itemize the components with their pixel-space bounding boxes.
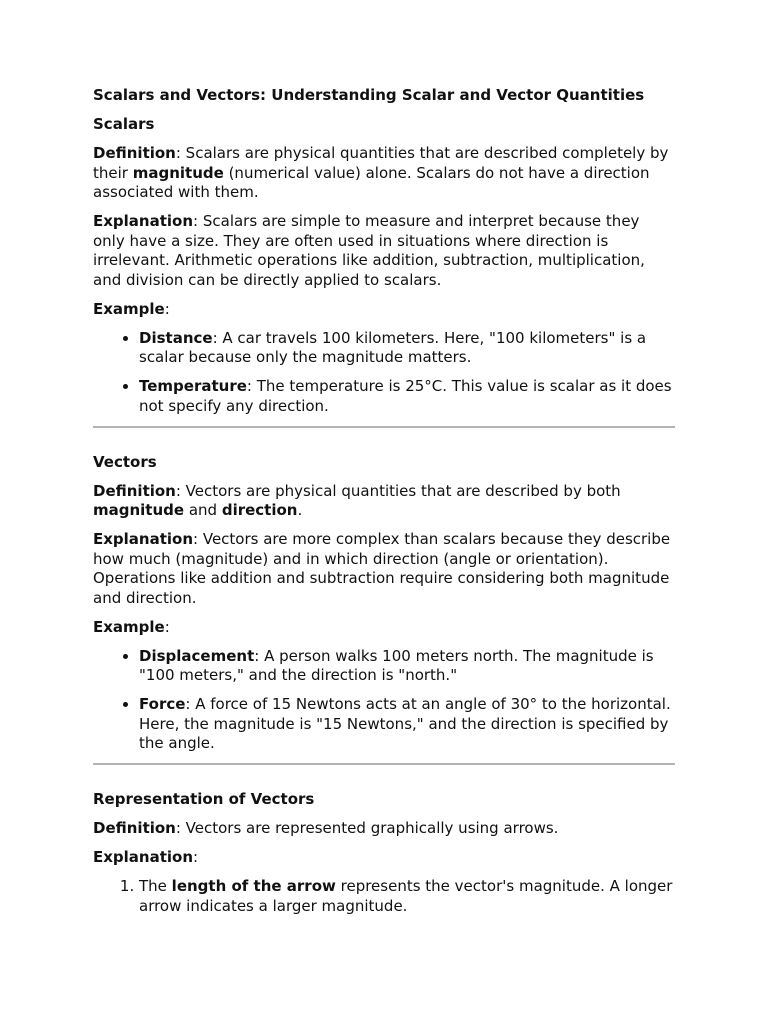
vectors-example-text: : A force of 15 Newtons acts at an angle of 30° to the horizontal. Here, the magnitude is "15 Newtons," and the direction is specified by the angle. (139, 695, 671, 752)
scalars-example-term: Temperature (139, 377, 247, 395)
list-item (139, 647, 675, 686)
document-body (93, 86, 675, 926)
list-item (139, 329, 675, 368)
vectors-example-text: : A person walks 100 meters north. The magnitude is "100 meters," and the direction is "north." (139, 646, 654, 684)
vectors-definition-pre: : Vectors are physical quantities that are described by both (175, 481, 621, 500)
representation-step-pre: The (139, 877, 172, 895)
scalars-section (93, 115, 675, 428)
document-title: Scalars and Vectors: Understanding Scalar and Vector Quantities (93, 86, 645, 104)
vectors-definition-bold-magnitude: magnitude (93, 501, 185, 519)
scalars-heading: Scalars (93, 115, 155, 133)
list-item (139, 877, 675, 916)
scalars-example-text: : A car travels 100 kilometers. Here, "100 kilometers" is a scalar because only the magnitude matters. (139, 328, 647, 366)
vectors-definition-bold-direction: direction (221, 501, 298, 519)
scalars-definition-post: (numerical value) alone. Scalars do not have a direction associated with them. (93, 163, 650, 201)
representation-definition (93, 819, 675, 839)
representation-step-bold: length of the arrow (171, 877, 336, 895)
scalars-definition (93, 144, 675, 203)
vectors-example-label: Example (93, 617, 165, 636)
representation-explanation-colon: : (193, 848, 199, 866)
scalars-definition-label: Definition (93, 144, 176, 162)
scalars-example-colon: : (164, 299, 170, 318)
vectors-heading: Vectors (93, 452, 157, 471)
list-item (139, 695, 675, 754)
scalars-example-term: Distance (139, 328, 213, 347)
section-divider (93, 763, 675, 765)
representation-section (93, 790, 675, 916)
vectors-section (93, 453, 675, 766)
scalars-example-text: : The temperature is 25°C. This value is scalar as it does not specify any direction. (139, 377, 672, 415)
vectors-explanation (93, 530, 675, 608)
vectors-definition-mid: and (184, 501, 222, 519)
scalars-example-label: Example (93, 299, 165, 318)
vectors-definition-label: Definition (93, 481, 176, 500)
vectors-example-term: Force (139, 695, 186, 713)
scalars-definition-pre: : Scalars are physical quantities that are described completely by their (93, 144, 669, 182)
representation-explanation-label: Explanation (93, 848, 194, 866)
vectors-examples-list (93, 647, 675, 754)
scalars-examples-list (93, 329, 675, 417)
representation-steps-list (93, 877, 675, 916)
vectors-example-label-line (93, 618, 675, 638)
vectors-explanation-label: Explanation (93, 530, 194, 548)
vectors-explanation-text: : Vectors are more complex than scalars because they describe how much (magnitude) and in which direction (angle or orientation). Operations like addition and subtraction require considering both magnitude and direction. (93, 530, 671, 607)
vectors-example-term: Displacement (139, 646, 255, 665)
list-item (139, 377, 675, 416)
vectors-definition-post: . (297, 501, 303, 519)
representation-step-post: represents the vector's magnitude. A longer arrow indicates a larger magnitude. (139, 877, 673, 915)
section-divider (93, 426, 675, 428)
scalars-explanation-text: : Scalars are simple to measure and interpret because they only have a size. They are often used in situations where direction is irrelevant. Arithmetic operations like addition, subtraction, multiplication, and division can be directly applied to scalars. (93, 212, 645, 289)
scalars-explanation (93, 212, 675, 290)
representation-definition-label: Definition (93, 819, 176, 837)
scalars-definition-bold: magnitude (132, 163, 224, 182)
scalars-explanation-label: Explanation (93, 212, 194, 230)
vectors-example-colon: : (164, 617, 170, 636)
vectors-definition (93, 482, 675, 521)
scalars-example-label-line (93, 300, 675, 320)
representation-definition-text: : Vectors are represented graphically using arrows. (175, 819, 559, 837)
representation-explanation-line (93, 848, 675, 868)
representation-heading: Representation of Vectors (93, 790, 315, 808)
